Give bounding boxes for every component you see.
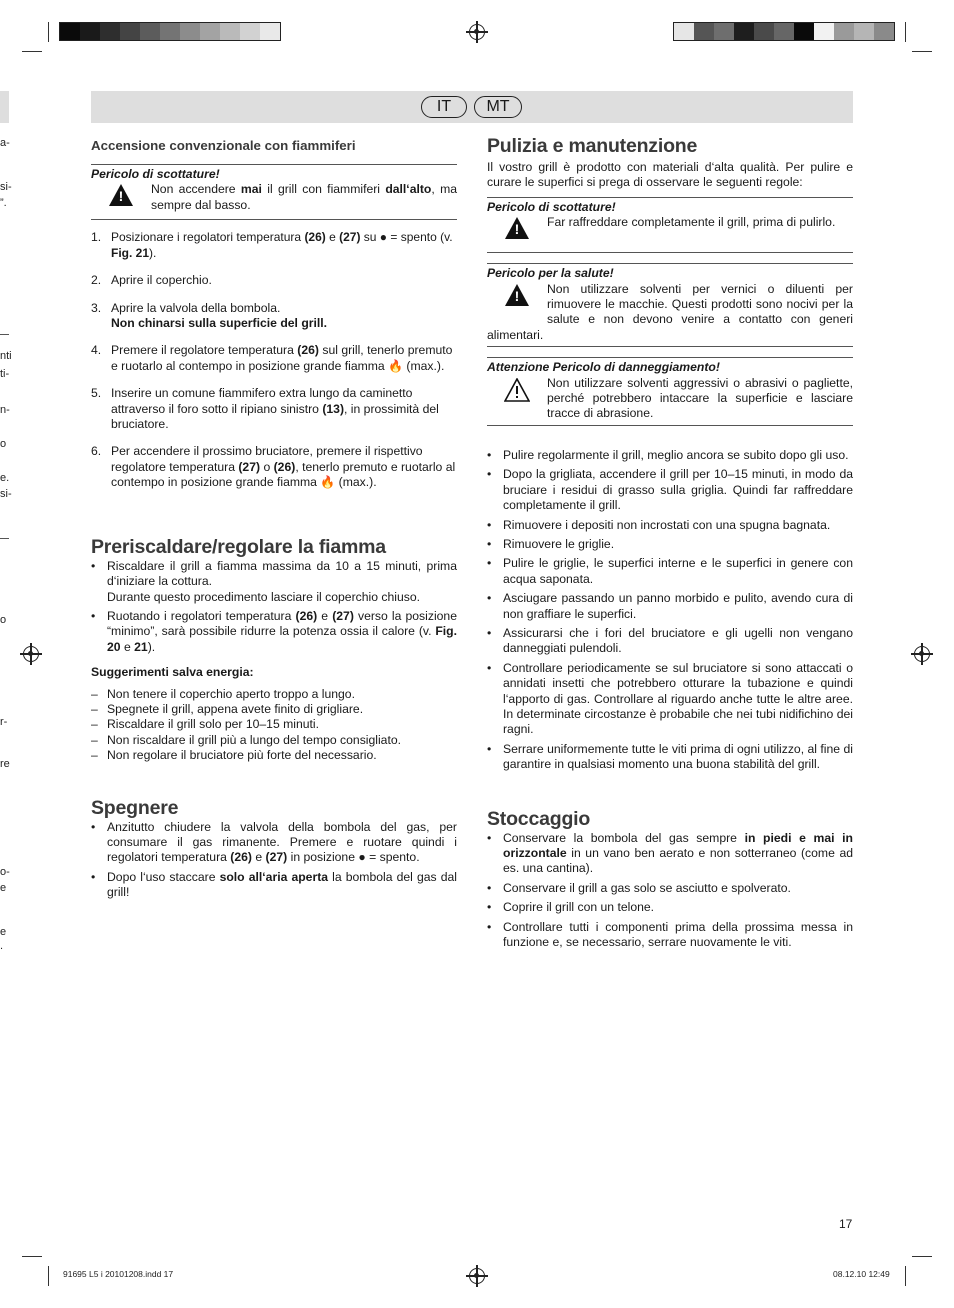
- warning-body: [487, 376, 853, 422]
- list-item: • Rimuovere le griglie.: [487, 537, 853, 552]
- margin-fragment: nti: [0, 350, 12, 362]
- crop-mark: [22, 1256, 42, 1257]
- warning-box-burn: [91, 164, 457, 220]
- registration-mark-icon: [23, 646, 39, 662]
- margin-fragment: o: [0, 614, 7, 626]
- step-3: 3. Aprire la valvola della bombola. Non chinarsi sulla superficie del grill.: [91, 300, 328, 331]
- warning-text: Non accendere mai il grill con fiammiferi dall‘alto, ma sempre dal basso.: [151, 182, 458, 212]
- warning-box-damage: [487, 357, 853, 426]
- list-item: • Riscaldare il grill a fiamma massima da 10 a 15 minuti, prima d‘iniziare la cottura. Durante questo procedimento lasciare il coperchio chiuso.: [91, 559, 457, 605]
- warning-icon: !: [487, 215, 547, 249]
- energy-tips-title: Suggerimenti salva energia:: [91, 665, 254, 680]
- margin-fragment: a-: [0, 137, 10, 149]
- warning-text: Non utilizzare solventi aggressivi o abrasivi o pagliette, perché potrebbero intaccare la superficie e lasciare tracce di abrasione.: [547, 375, 853, 421]
- section-title-spegnere: Spegnere: [91, 796, 179, 819]
- list-item: • Pulire regolarmente il grill, meglio ancora se subito dopo gli uso.: [487, 448, 853, 463]
- list-item: • Controllare tutti i componenti prima della prossima messa in funzione e, se necessario, serrare nuovamente le viti.: [487, 920, 853, 951]
- ignition-steps: [91, 230, 457, 490]
- list-item: • Ruotando i regolatori temperatura (26) e (27) verso la posizione “minimo”, sarà possibile ridurre la potenza ossia il calore (v. Fig. 20 e 21).: [91, 609, 457, 655]
- list-item: – Spegnete il grill, appena avete finito di grigliare.: [91, 702, 457, 717]
- crop-mark: [912, 1256, 932, 1257]
- warning-text: Non utilizzare solventi per vernici o diluenti per rimuovere le macchie. Questi prodotti sono nocivi per la salute e non devono venire a contatto con generi alimentari.: [487, 281, 853, 342]
- color-bar-right: [673, 22, 895, 41]
- margin-fragment: ti-: [0, 368, 10, 380]
- warning-title: Attenzione Pericolo di danneggiamento!: [487, 360, 720, 375]
- footer-date: 08.12.10 12:49: [833, 1269, 890, 1279]
- warning-icon: !: [91, 182, 151, 216]
- section-title-stoccaggio: Stoccaggio: [487, 807, 591, 830]
- registration-mark-icon: [469, 24, 485, 40]
- shutdown-list: [91, 820, 457, 901]
- step-6: 6. Per accendere il prossimo bruciatore, premere il rispettivo regolatore temperatura (27) o (26), tenerlo premuto e ruotarlo al contempo in posizione grande fiamma 🔥 (max.).: [91, 444, 456, 490]
- list-item: – Riscaldare il grill solo per 10–15 minuti.: [91, 717, 457, 732]
- warning-title: Pericolo di scottature!: [487, 199, 616, 214]
- margin-fragment: si-: [0, 488, 12, 500]
- section-title-pulizia: Pulizia e manutenzione: [487, 135, 698, 157]
- warning-body: [487, 215, 853, 249]
- list-item: • Dopo l‘uso staccare solo all‘aria aperta la bombola del gas dal grill!: [91, 870, 457, 901]
- margin-fragment: si-: [0, 181, 12, 193]
- warning-icon: !: [487, 282, 547, 316]
- step-1: 1. Posizionare i regolatori temperatura (26) e (27) su ● = spento (v. Fig. 21).: [91, 230, 453, 260]
- list-item: • Coprire il grill con un telone.: [487, 900, 853, 915]
- warning-body: [91, 182, 457, 216]
- left-column: [91, 134, 457, 905]
- margin-fragment: e.: [0, 472, 10, 484]
- margin-fragment: n-: [0, 404, 10, 416]
- step-4: 4. Premere il regolatore temperatura (26) sul grill, tenerlo premuto e ruotarlo al contempo in posizione grande fiamma 🔥 (max.).: [91, 343, 453, 373]
- large-flame-icon: 🔥: [388, 358, 404, 373]
- energy-tips-list: [91, 687, 457, 764]
- list-item: – Non riscaldare il grill più a lungo del tempo consigliato.: [91, 733, 457, 748]
- list-item: • Rimuovere i depositi non incrostati con una spugna bagnata.: [487, 518, 853, 533]
- warning-title: Pericolo di scottature!: [91, 167, 220, 181]
- list-item: • Asciugare passando un panno morbido e pulito, avendo cura di non graffiare le superfici.: [487, 591, 853, 622]
- list-item: • Controllare periodicamente se sul bruciatore si sono attaccati o annidati insetti che potrebbero otturare la tubazione e quindi l‘apporto di gas. Controllare al riguardo anche tutte le altre aree. In determinate circostanze è probabile che nei tubi nidifichino dei ragni.: [487, 661, 853, 738]
- page-number: 17: [839, 1217, 853, 1231]
- language-tab-it[interactable]: IT: [421, 96, 467, 118]
- step-5: 5. Inserire un comune fiammifero extra lungo da caminetto attraverso il foro sotto il ripiano sinistro (13), in prossimità del bruciatore.: [91, 386, 439, 432]
- storage-list: [487, 831, 853, 951]
- language-bar: [91, 91, 853, 123]
- crop-mark: [48, 22, 49, 42]
- warning-outline-icon: [487, 376, 547, 410]
- list-item: • Serrare uniformemente tutte le viti prima di ogni utilizzo, al fine di garantire in qualsiasi momento una buona stabilità del grill.: [487, 742, 853, 773]
- list-item: – Non regolare il bruciatore più forte del necessario.: [91, 748, 457, 763]
- crop-mark: [905, 22, 906, 42]
- language-tab-mt[interactable]: MT: [474, 96, 522, 118]
- footer-file-info: 91695 L5 i 20101208.indd 17: [63, 1269, 174, 1279]
- list-item: • Assicurarsi che i fori del bruciatore e gli ugelli non vengano danneggiati pulendoli.: [487, 626, 853, 657]
- crop-mark: [22, 51, 42, 52]
- cleaning-list: [487, 448, 853, 773]
- margin-fragment: o-: [0, 866, 10, 878]
- preheat-list: [91, 559, 457, 655]
- list-item: • Conservare il grill a gas solo se asciutto e spolverato.: [487, 881, 853, 896]
- step-2: 2. Aprire il coperchio.: [91, 273, 212, 288]
- section-title-accensione: Accensione convenzionale con fiammiferi: [91, 138, 356, 153]
- warning-text: Far raffreddare completamente il grill, prima di pulirlo.: [547, 215, 836, 230]
- warning-title: Pericolo per la salute!: [487, 266, 614, 281]
- margin-fragment: ”.: [0, 197, 7, 209]
- section-title-preriscaldare: Preriscaldare/regolare la fiamma: [91, 535, 386, 558]
- margin-fragment: o: [0, 438, 7, 450]
- crop-mark: [905, 1266, 906, 1286]
- list-item: • Anzitutto chiudere la valvola della bombola del gas, per consumare il gas rimanente. Premere e ruotare quindi i regolatori temperatura (26) e (27) in posizione ● = spento.: [91, 820, 457, 866]
- large-flame-icon: 🔥: [320, 475, 336, 490]
- margin-fragment: e: [0, 882, 7, 894]
- list-item: • Pulire le griglie, le superfici interne e le superfici in genere con acqua saponata.: [487, 556, 853, 587]
- crop-mark: [48, 1266, 49, 1286]
- crop-mark: [912, 51, 932, 52]
- margin-fragment: e: [0, 926, 7, 938]
- list-item: • Conservare la bombola del gas sempre in piedi e mai in orizzontale in un vano ben aerato e non sotterraneo (come ad es. una cantina).: [487, 831, 853, 877]
- warning-body: [487, 282, 853, 344]
- list-item: • Dopo la grigliata, accendere il grill per 10–15 minuti, in modo da bruciare i residui di grasso sulla griglia. Quindi far raffreddare completamente il grill.: [487, 467, 853, 513]
- color-bar-left: [59, 22, 281, 41]
- margin-fragment: re: [0, 758, 10, 770]
- registration-mark-icon: [469, 1268, 485, 1284]
- right-column: [487, 134, 853, 954]
- cleaning-intro: Il vostro grill è prodotto con materiali d‘alta qualità. Per pulire e curare le superfici si prega di osservare le seguenti regole:: [487, 160, 853, 190]
- margin-rule: [0, 538, 9, 539]
- warning-box-burn: [487, 197, 853, 253]
- previous-page-edge: [0, 91, 9, 123]
- margin-fragment: .: [0, 940, 4, 952]
- registration-mark-icon: [914, 646, 930, 662]
- margin-rule: [0, 334, 9, 335]
- margin-fragment: r-: [0, 716, 8, 728]
- warning-box-health: [487, 263, 853, 347]
- list-item: – Non tenere il coperchio aperto troppo a lungo.: [91, 687, 457, 702]
